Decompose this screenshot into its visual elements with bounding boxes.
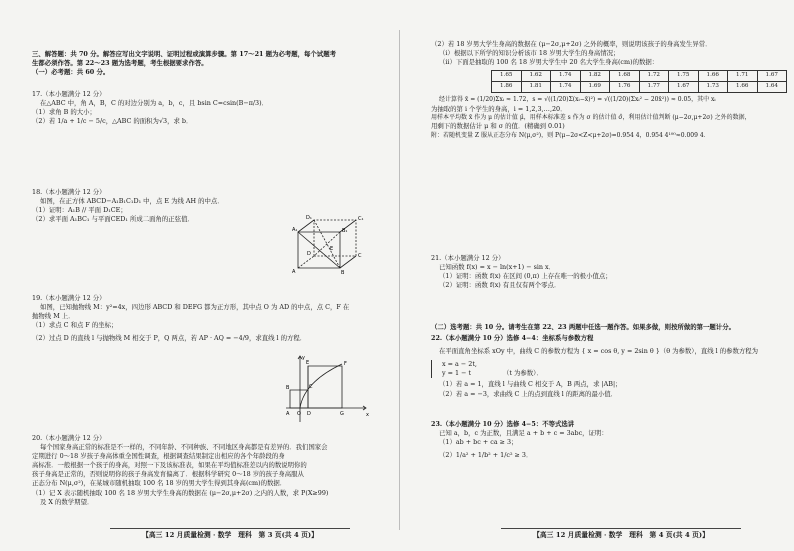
label-b: B [341,270,345,276]
q20-line-7: 及 X 的数学期望． [40,497,94,506]
question-20-part-2 [431,40,787,140]
parabola-figure [282,352,372,424]
cube-figure [292,212,368,276]
q19-line-3: （1）求点 C 和点 F 的坐标； [32,321,118,330]
table-cell: 1.64 [757,82,787,93]
label-b: B [286,385,290,391]
label-d1: D₁ [306,215,312,221]
table-cell: 1.73 [698,82,728,93]
table-cell: 1.71 [728,71,758,82]
q21-line-1: 已知函数 f(x) = x − ln(x+1) − sin x． [439,263,556,272]
q18-line-3: （2）求平面 A₁BC₁ 与平面CED₁ 所成二面角的正弦值． [32,215,194,224]
q23-line-3: （2）1/a² + 1/b² + 1/c² ≥ 3． [439,451,533,460]
table-cell: 1.74 [551,71,581,82]
q22-param-y: y = 1 − t [442,369,472,378]
q19-line-2: 抛物线 M 上． [32,312,75,321]
label-a1: A₁ [292,227,298,233]
q20-line-1: 每个国家身高正常的标准是不一样的，不同年龄、不同种族、不同地区身高都是有差异的．我们国家会 [40,443,328,452]
q23-line-1: 已知 a，b，c 为正数，且满足 a + b + c = 3abc，证明： [439,429,608,438]
label-x-axis: x [366,412,369,418]
q22-line-2: （1）若 a = 1，直线 l 与曲线 C 相交于 A，B 两点，求 |AB|； [439,380,622,389]
q17-line-1: 在△ABC 中，角 A，B，C 的对边分别为 a，b，c，且 bsin C=csin(B−π/3)． [40,99,268,108]
table-cell: 1.82 [580,71,610,82]
table-cell: 1.65 [492,71,522,82]
table-cell: 1.69 [580,82,610,93]
table-cell: 1.67 [669,82,699,93]
q17-heading: 17.（本小题满分 12 分） [32,90,106,98]
q19-line-4: （2）过点 D 的直线 l 与抛物线 M 相交于 P，Q 两点，若 AP · AQ = −4/9，求直线 l 的方程． [32,334,307,343]
q21-heading: 21.（本小题满分 12 分） [431,254,505,262]
section-2-instructions: （二）选考题：共 10 分。请考生在第 22、23 两题中任选一题作答。如果多做，则按所做的第一题计分。 [431,323,735,331]
label-c: C [358,253,362,259]
q20b-line-7: 用剩下的数据估计 μ 和 σ 的值．(精确到 0.01) [431,122,565,131]
table-row [492,71,787,82]
label-c: C [309,384,313,390]
table-cell: 1.72 [639,71,669,82]
label-y-axis: y [302,355,305,361]
q20b-line-5: 为抽取的第 i 个学生的身高，i = 1,2,3,…,20． [431,104,567,113]
label-g: G [340,411,344,417]
question-18 [32,188,302,224]
q21-line-3: （2）证明：函数 f(x) 有且仅有两个零点． [439,281,561,290]
question-23 [431,420,787,460]
q20b-line-1: （2）若 18 岁男大学生身高的数据在 (μ−2σ,μ+2σ) 之外的概率，则说明该孩子的身高发生异常． [431,40,712,48]
table-cell: 1.66 [728,82,758,93]
table-cell: 1.75 [669,71,699,82]
label-d: D [307,411,311,417]
table-row [492,82,787,93]
height-data-table [491,70,787,93]
table-cell: 1.76 [610,82,640,93]
label-e: E [306,360,310,366]
question-21 [431,254,787,290]
q22-line-1: 在平面直角坐标系 xOy 中，曲线 C 的参数方程为 { x = cos θ, y = 2sin θ }（θ 为参数），直线 l 的参数方程为 [439,347,759,356]
q20-line-3: 高标准．一般根据一个孩子的身高，对照一下及该标准表，如果在平均值标准差以内的数说明你的 [32,461,307,470]
q18-heading: 18.（本小题满分 12 分） [32,188,106,196]
q19-line-1: 如图，已知抛物线 M：y²=4x，四边形 ABCD 和 DEFG 都为正方形，其中点 O 为 AD 的中点，点 C，F 在 [40,303,350,312]
question-17 [32,90,392,126]
label-d: D [307,251,311,257]
q20b-line-2: （i）根据以下所学的知识分析该市 18 岁男大学生的身高情况； [439,49,620,58]
q20-line-6: （1）记 X 表示随机抽取 100 名 18 岁男大学生身高的数据在 (μ−2σ,μ+2σ) 之内的人数，求 P(X≥99) [32,488,329,497]
right-page [401,0,794,551]
q20-line-2: 定期进行 0～18 岁孩子身高体重全国性调查，根据调查结果制定出相应的各个年龄段的身 [32,452,285,461]
section-3-instructions [32,50,392,77]
label-a: A [292,269,296,275]
question-19 [32,294,392,343]
table-cell: 1.74 [551,82,581,93]
label-e: E [330,246,334,252]
section-3-line-2: 生都必须作答。第 22～23 题为选考题，考生根据要求作答。 [32,59,208,68]
q17-line-3: （2）若 1/a + 1/c − 5/c，△ABC 的面积为√3，求 b． [32,117,193,126]
q23-line-2: （1）ab + bc + ca ≥ 3； [439,438,518,447]
label-b1: B₁ [342,228,348,234]
section-3-line-1: 三、解答题：共 70 分。解答应写出文字说明、证明过程或演算步骤。第 17～21 题为必考题，每个试题考 [32,50,336,58]
q21-line-2: （1）证明：函数 f(x) 在区间 (0,π) 上存在唯一的极小值点； [439,272,612,281]
q22-param-x: x = a − 2t, [442,360,477,369]
q19-heading: 19.（本小题满分 12 分） [32,294,106,302]
q23-heading: 23.（本小题满分 10 分）选修 4−5：不等式选讲 [431,420,575,428]
table-cell: 1.81 [521,82,551,93]
q17-line-2: （1）求角 B 的大小； [32,108,96,117]
q22-heading: 22.（本小题满分 10 分）选修 4−4：坐标系与参数方程 [431,334,594,342]
q20-line-5: 正态分布 N(μ,σ²)，在某城市随机抽取 100 名 18 岁的男大学生得到其身高(cm)的数据． [32,479,287,488]
left-page-footer: 【高三 12 月质量检测 · 数学 理科 第 3 页(共 4 页)】 [110,528,350,541]
table-cell: 1.66 [698,71,728,82]
table-cell: 1.62 [521,71,551,82]
table-cell: 1.68 [610,71,640,82]
q20-heading: 20.（本小题满分 12 分） [32,434,106,442]
label-c1: C₁ [358,216,364,222]
q20-line-4: 孩子身高是正常的，否则说明你的孩子身高发育偏离了．根据科学研究 0～18 岁的孩子身高服从 [32,470,304,479]
column-divider [399,30,400,530]
q20b-line-8: 附：若随机变量 Z 服从正态分布 N(μ,σ²)，则 P(μ−2σ<Z<μ+2σ)=0.954 4，0.954 4¹⁰⁰≈0.009 4． [431,131,710,139]
label-a: A [286,411,290,417]
q22-line-3: （2）若 a = −3，求曲线 C 上的点到直线 l 的距离的最小值． [439,389,618,398]
label-f: F [344,361,347,367]
question-22 [431,334,787,399]
right-page-footer: 【高三 12 月质量检测 · 数学 理科 第 4 页(共 4 页)】 [501,528,741,541]
q20b-line-4: 经计算得 x̄ = (1/20)Σxᵢ ≈ 1.72，s = √((1/20)Σ(xᵢ−x̄)²) = √((1/20)(Σxᵢ² − 20x̄²)) ≈ 0.05，其中 xᵢ [439,96,716,104]
q22-param-note: （t 为参数）． [503,369,543,378]
q18-line-2: （1）证明：A₁B // 平面 D₁CE； [32,206,127,215]
q18-line-1: 如图，在正方体 ABCD−A₁B₁C₁D₁ 中，点 E 为线 AH 的中点． [40,197,224,206]
label-o: O [297,411,301,417]
section-3-line-3: （一）必考题：共 60 分。 [32,68,110,77]
table-cell: 1.86 [492,82,522,93]
q20b-line-3: （ii）下面是抽取的 100 名 18 岁男大学生中 20 名大学生身高(cm)的数据： [439,58,659,67]
question-20 [32,434,394,507]
table-cell: 1.67 [757,71,787,82]
q20b-line-6: 用样本平均数 x̄ 作为 μ 的估计值 μ̂，用样本标准差 s 作为 σ 的估计值 σ̂，利用估计值判断 (μ−2σ,μ+2σ) 之外的数据， [431,113,751,121]
table-cell: 1.77 [639,82,669,93]
